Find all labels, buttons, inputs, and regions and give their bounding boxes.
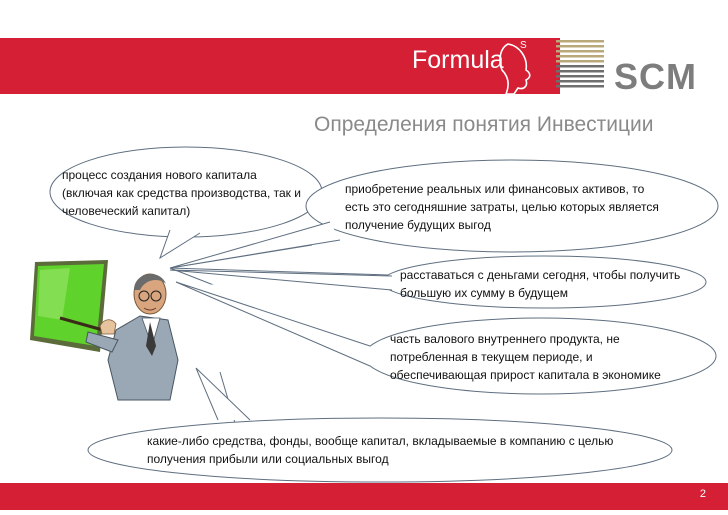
definition-3: расставаться с деньгами сегодня, чтобы получить большую их сумму в будущем xyxy=(400,268,681,300)
page-number: 2 xyxy=(699,488,706,500)
partner-logo: SCM xyxy=(614,56,697,97)
bubble-5-tail xyxy=(196,368,250,420)
brand-logo-text: Formula xyxy=(412,46,504,74)
page-title: Определения понятия Инвестиции xyxy=(314,113,654,136)
brand-logo-superscript: S xyxy=(520,40,527,51)
definition-2: приобретение реальных или финансовых активов, то есть это сегодняшние затраты, целью которых является получение будущих выгод xyxy=(345,182,659,232)
definition-4: часть валового внутреннего продукта, не потребленная в текущем периоде, и обеспечивающая прирост капитала в экономике xyxy=(390,332,661,382)
footer-band xyxy=(0,483,728,510)
definition-5: какие-либо средства, фонды, вообще капитал, вкладываемые в компанию с целью получения прибыли или социальных выгод xyxy=(147,434,614,466)
definition-1: процесс создания нового капитала (включая как средства производства, так и человеческий капитал) xyxy=(62,168,301,218)
presenter-icon xyxy=(30,260,178,400)
